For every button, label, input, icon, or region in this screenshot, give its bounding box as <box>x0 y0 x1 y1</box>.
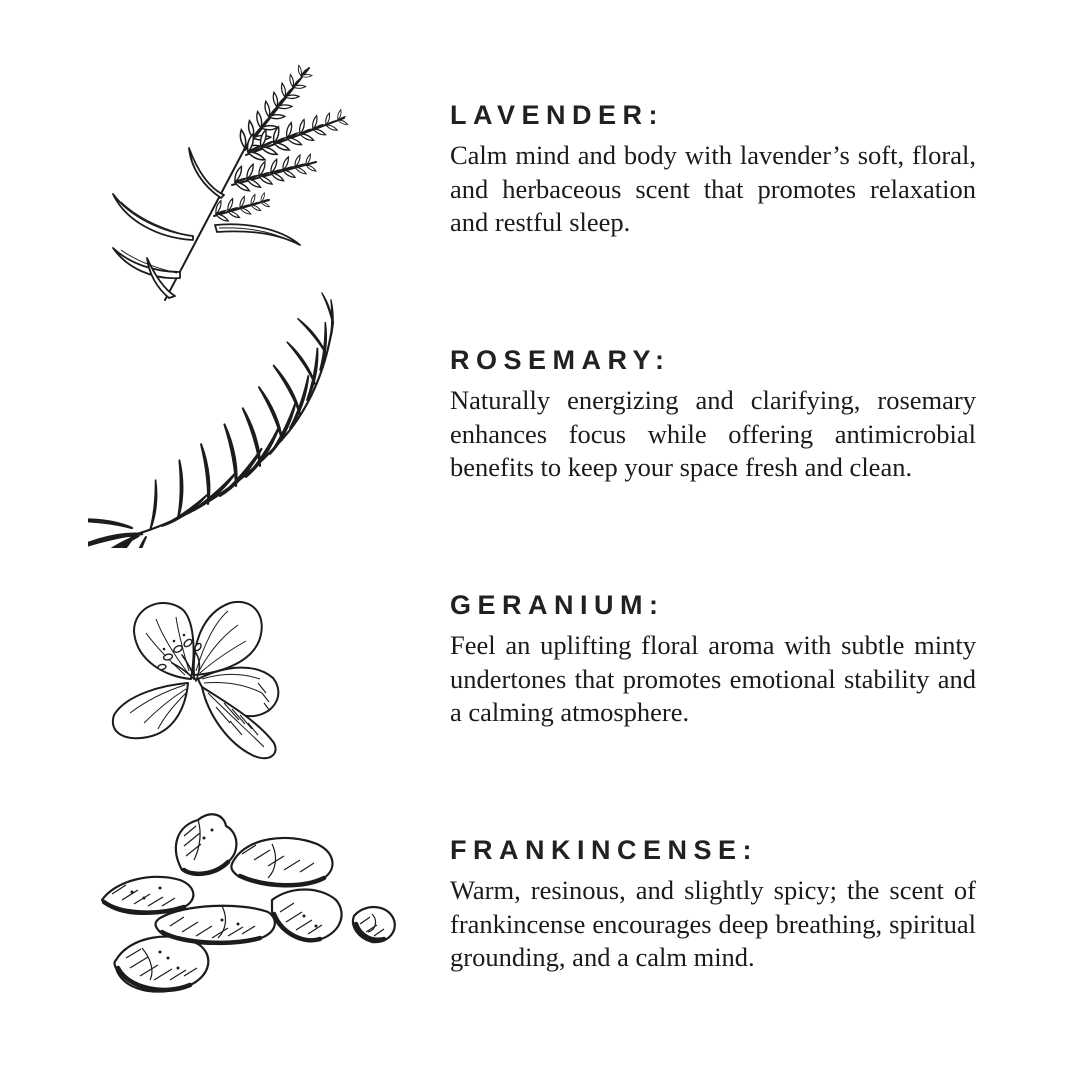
rosemary-title: ROSEMARY: <box>450 345 671 375</box>
lavender-illustration <box>95 48 350 303</box>
frankincense-title: FRANKINCENSE: <box>450 835 759 865</box>
lavender-title: LAVENDER: <box>450 100 665 130</box>
geranium-title: GERANIUM: <box>450 590 665 620</box>
rosemary-description: Naturally energizing and clarifying, rosemary enhances focus while offering antimicrobial benefits to keep your space fresh and clean. <box>450 385 976 482</box>
frankincense-illustration <box>72 808 402 1008</box>
section-geranium <box>450 590 976 730</box>
lavender-description: Calm mind and body with lavender’s soft, floral, and herbaceous scent that promotes relaxation and restful sleep. <box>450 140 976 237</box>
geranium-description: Feel an uplifting floral aroma with subtle minty undertones that promotes emotional stability and a calming atmosphere. <box>450 630 976 727</box>
rosemary-illustration <box>88 278 393 548</box>
geranium-illustration <box>78 583 303 783</box>
section-frankincense <box>450 835 976 975</box>
section-lavender <box>450 100 976 240</box>
frankincense-description: Warm, resinous, and slightly spicy; the scent of frankincense encourages deep breathing, spiritual grounding, and a calm mind. <box>450 875 976 972</box>
section-rosemary <box>450 345 976 485</box>
